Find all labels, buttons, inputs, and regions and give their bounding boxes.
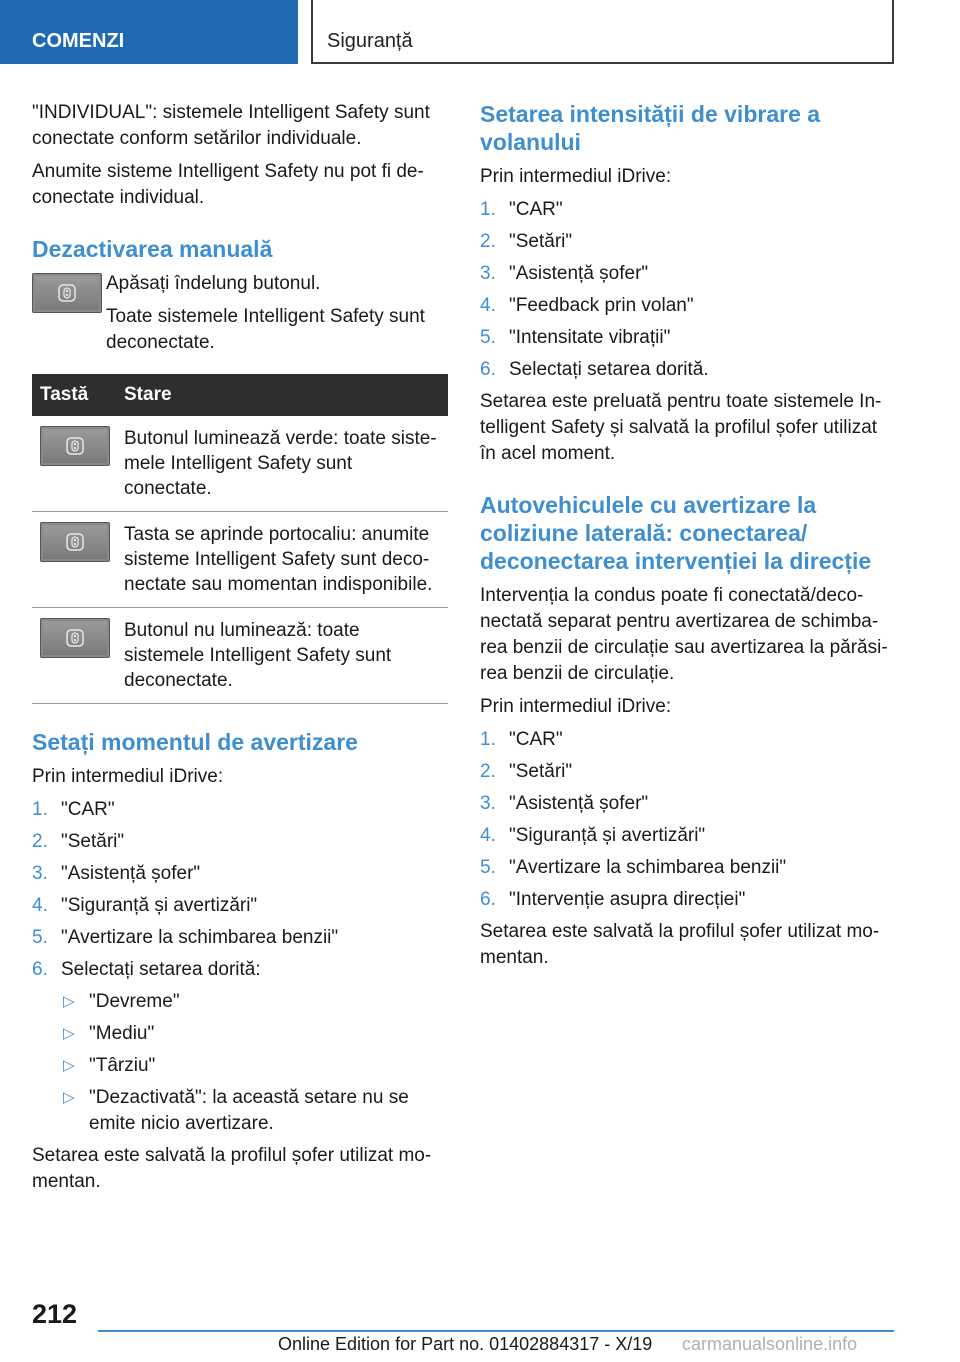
table-cell-state: Tasta se aprinde portocaliu: anumite sisteme Intelligent Safety sunt deco-nectate sau momentan indisponibile. [116,512,448,608]
paragraph: "INDIVIDUAL": sistemele Intelligent Safety sunt conectate conform setărilor individuale. [32,102,430,149]
watermark: carmanualsonline.info [682,1334,858,1354]
option-text: "Târziu" [89,1055,156,1076]
step-number: 1. [480,199,496,220]
steps-list [32,797,448,983]
list-item [480,887,896,913]
list-item [480,325,896,351]
safety-button-image [40,618,110,658]
table-header-state: Stare [116,374,448,416]
list-item [61,989,448,1015]
option-text: "Devreme" [89,991,180,1012]
step-number: 3. [480,263,496,284]
chapter-title: Siguranță [327,30,413,52]
step-text: "Avertizare la schimbarea benzii" [509,857,787,878]
table-row [32,416,448,512]
table-cell-state: Butonul luminează verde: toate siste-mele Intelligent Safety sunt conectate. [116,416,448,512]
step-text: "Feedback prin volan" [509,295,694,316]
list-item [480,293,896,319]
footer-divider [98,1330,894,1332]
step-text: "Siguranță și avertizări" [509,825,706,846]
step-text: "Setări" [509,231,573,252]
left-column [32,100,448,1202]
step-text: "Siguranță și avertizări" [61,895,258,916]
option-text: "Dezactivată": la această setare nu se emite nicio avertizare. [89,1087,409,1134]
heading-warning-time: Setați momentul de avertizare [32,729,358,755]
list-item [61,1085,448,1137]
paragraph: Setarea este preluată pentru toate sistemele In-telligent Safety și salvată la profilul șofer utilizat în acel moment. [480,391,882,464]
step-number: 6. [32,959,48,980]
heading-vibration: Setarea intensității de vibrare a volanului [480,101,821,155]
paragraph: Intervenția la condus poate fi conectată/deco-nectată separat pentru avertizarea de schimba-rea benzii de circulație sau avertizarea la părăsi-rea benzii de circulație. [480,585,888,684]
list-item [480,229,896,255]
list-item [61,1053,448,1079]
list-item [480,357,896,383]
list-item [32,861,448,887]
list-item [480,197,896,223]
step-text: "Asistență șofer" [509,793,649,814]
safety-button-icon [57,283,77,303]
button-state-table [32,374,448,704]
list-item [32,957,448,983]
list-item [480,855,896,881]
list-item [32,829,448,855]
list-item [480,791,896,817]
paragraph: Prin intermediul iDrive: [480,166,672,187]
page-number: 212 [32,1299,78,1329]
step-number: 2. [480,231,496,252]
list-item [480,727,896,753]
step-number: 5. [480,857,496,878]
list-item [32,893,448,919]
right-column [480,100,896,978]
list-item [480,261,896,287]
safety-button-image [40,426,110,466]
triangle-bullet-icon: ▷ [63,1089,75,1106]
section-tab [0,0,298,64]
list-item [480,759,896,785]
paragraph: Setarea este salvată la profilul șofer utilizat mo-mentan. [480,921,880,968]
edition-text: Online Edition for Part no. 01402884317 - X/19 [278,1334,653,1354]
paragraph: Prin intermediul iDrive: [480,696,672,717]
steps-list [480,197,896,383]
step-number: 4. [480,295,496,316]
step-number: 1. [32,799,48,820]
paragraph: Prin intermediul iDrive: [32,766,224,787]
list-item [61,1021,448,1047]
step-number: 2. [32,831,48,852]
step-text: "Intervenție asupra direcției" [509,889,746,910]
triangle-bullet-icon: ▷ [63,1025,75,1042]
safety-button-icon [65,436,85,456]
step-text: Selectați setarea dorită. [509,359,709,380]
paragraph: Apăsați îndelung butonul. [106,273,321,294]
list-item [32,925,448,951]
step-text: "Avertizare la schimbarea benzii" [61,927,339,948]
step-text: "Intensitate vibrații" [509,327,671,348]
heading-manual-deactivation: Dezactivarea manuală [32,236,273,262]
step-text: Selectați setarea dorită: [61,959,261,980]
steps-list [480,727,896,913]
list-item [32,797,448,823]
step-number: 3. [480,793,496,814]
paragraph: Toate sistemele Intelligent Safety sunt deconectate. [106,306,425,353]
manual-instruction [32,271,448,356]
step-text: "Asistență șofer" [61,863,201,884]
triangle-bullet-icon: ▷ [63,1057,75,1074]
paragraph: Setarea este salvată la profilul șofer utilizat mo-mentan. [32,1145,432,1192]
step-text: "Asistență șofer" [509,263,649,284]
step-text: "CAR" [509,729,563,750]
options-list [32,989,448,1137]
step-number: 5. [32,927,48,948]
step-number: 4. [32,895,48,916]
step-number: 6. [480,889,496,910]
safety-button-icon [65,532,85,552]
step-text: "Setări" [509,761,573,782]
safety-button-image [32,273,102,313]
table-header-key: Tastă [32,374,116,416]
step-number: 1. [480,729,496,750]
step-number: 5. [480,327,496,348]
step-text: "CAR" [61,799,115,820]
step-text: "Setări" [61,831,125,852]
step-number: 4. [480,825,496,846]
table-row [32,512,448,608]
table-cell-state: Butonul nu luminează: toate sistemele Intelligent Safety sunt deconectate. [116,608,448,704]
triangle-bullet-icon: ▷ [63,993,75,1010]
step-number: 3. [32,863,48,884]
chapter-header [311,0,894,64]
option-text: "Mediu" [89,1023,155,1044]
step-number: 6. [480,359,496,380]
section-title: COMENZI [32,30,125,52]
table-row [32,608,448,704]
paragraph: Anumite sisteme Intelligent Safety nu pot fi de-conectate individual. [32,161,424,208]
list-item [480,823,896,849]
step-text: "CAR" [509,199,563,220]
heading-side-collision: Autovehiculele cu avertizare la coliziune laterală: conectarea/ deconectarea intervenției la direcție [480,492,872,574]
safety-button-icon [65,628,85,648]
step-number: 2. [480,761,496,782]
safety-button-image [40,522,110,562]
